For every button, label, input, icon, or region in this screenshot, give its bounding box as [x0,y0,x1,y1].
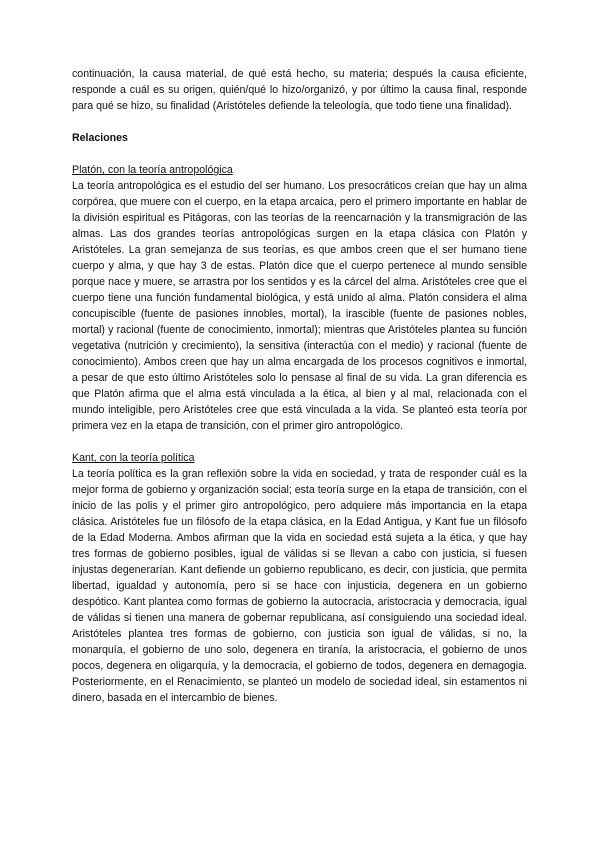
section-kant [72,450,527,706]
section-heading: Relaciones [72,132,128,144]
section-title-kant: Kant, con la teoría política [72,452,195,464]
section-body-platon: La teoría antropológica es el estudio del ser humano. Los presocráticos creían que hay un alma corpórea, que muere con el cuerpo, en la etapa arcaica, pero el primero importante en hablar de la división espiritual es Pitágoras, con las teorías de la reencarnación y la transmigración de las almas. Las dos grandes teorías antropológicas surgen en la etapa clásica con Platón y Aristóteles. La gran semejanza de sus teorías, es que ambos creen que el ser humano tiene cuerpo y alma, y que hay 3 de estas. Platón dice que el cuerpo pertenece al mundo sensible porque nace y muere, se arrastra por los sentidos y es la cárcel del alma. Aristóteles cree que el cuerpo tiene una función fundamental biológica, y está unido al alma. Platón considera el alma concupiscible (fuente de pasiones innobles, mortal), la irascible (fuente de pasiones nobles, mortal) y racional (fuente de conocimiento, inmortal); mientras que Aristóteles plantea su función vegetativa (nutrición y crecimiento), la sensitiva (interactúa con el medio) y racional (fuente de conocimiento). Ambos creen que hay un alma encargada de los procesos cognitivos e inmortal, a pesar de que esto último Aristóteles solo lo pensase al final de su vida. La gran diferencia es que Platón afirma que el alma está vinculada a la ética, al bien y al mal, relacionada con el mundo inteligible, pero Aristóteles cree que está vinculada a la vida. Se planteó esta teoría por primera vez en la etapa de transición, con el primer giro antropológico. [72,180,527,432]
intro-paragraph: continuación, la causa material, de qué está hecho, su materia; después la causa eficiente, responde a cuál es su origen, quién/qué lo hizo/organizó, y por último la causa final, responde para qué se hizo, su finalidad (Aristóteles defiende la teleología, que todo tiene una finalidad). [72,68,527,112]
section-body-kant: La teoría política es la gran reflexión sobre la vida en sociedad, y trata de responder cuál es la mejor forma de gobierno y organización social; esta teoría surge en la etapa de transición, con el inicio de las polis y el primer giro antropológico, pero adquiere más importancia en la etapa clásica. Aristóteles fue un filósofo de la etapa clásica, en la Edad Antigua, y Kant fue un filósofo de la Edad Moderna. Ambos afirman que la vida en sociedad está sujeta a la ética, y que hay tres formas de gobierno posibles, igual de válidas si se llevan a cabo con justicia, si fuesen injustas degenerarían. Kant defiende un gobierno republicano, es decir, con justicia, que permita libertad, igualdad y autonomía, pero si se hace con injusticia, degenera en un gobierno despótico. Kant plantea como formas de gobierno la autocracia, aristocracia y democracia, igual de válidas si tienen una manera de gobernar republicana, así consiguiendo una sociedad ideal. Aristóteles plantea tres formas de gobierno, con justicia son igual de válidas, si no, la monarquía, el gobierno de uno solo, degenera en tiranía, la aristocracia, el gobierno de unos pocos, degenera en oligarquía, y la democracia, el gobierno de todos, degenera en demagogia. Posteriormente, en el Renacimiento, se planteó un modelo de sociedad ideal, sin estamentos ni dinero, basada en el intercambio de bienes. [72,468,527,704]
document-page [72,66,527,722]
section-title-platon: Platón, con la teoría antropológica [72,164,233,176]
section-platon [72,162,527,434]
